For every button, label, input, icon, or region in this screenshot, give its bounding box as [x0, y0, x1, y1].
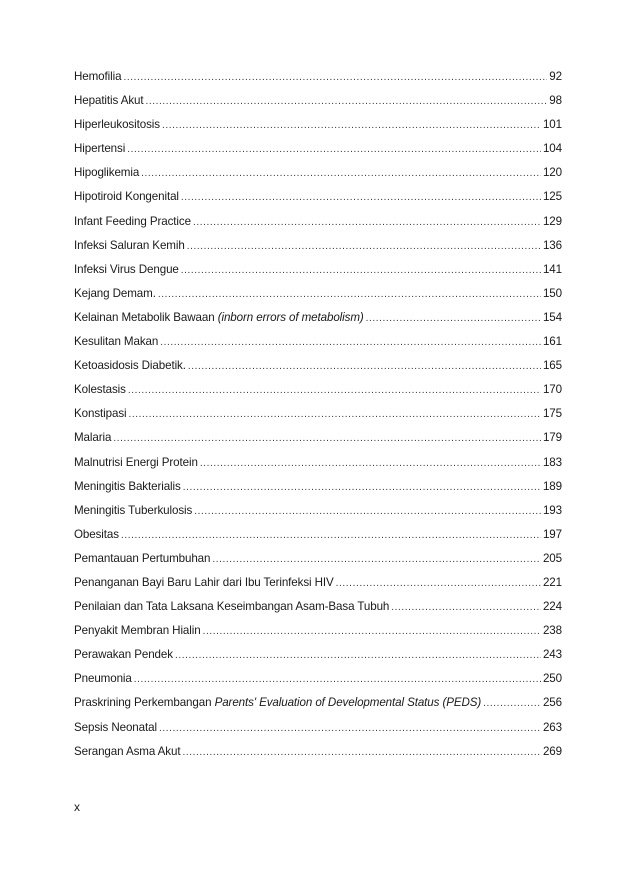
- toc-entry-italic-subtitle: Parents' Evaluation of Developmental Status (PEDS): [214, 696, 482, 710]
- toc-entry: [74, 576, 562, 600]
- toc-entry-page: 104: [542, 142, 562, 156]
- toc-entry-title: Kesulitan Makan: [74, 335, 159, 349]
- toc-entry: [74, 696, 562, 720]
- toc-entry: [74, 166, 562, 190]
- toc-entry: [74, 552, 562, 576]
- toc-entry-page: 154: [542, 310, 562, 324]
- toc-entry-title: Hepatitis Akut: [74, 94, 144, 108]
- toc-entry-page: 179: [542, 431, 562, 445]
- toc-entry-page: 193: [542, 503, 562, 517]
- dot-leader: [162, 120, 541, 131]
- dot-leader: [127, 144, 541, 155]
- toc-entry-title: Obesitas: [74, 527, 119, 541]
- toc-entry: [74, 624, 562, 648]
- dot-leader: [123, 72, 547, 83]
- toc-entry: [74, 263, 562, 287]
- toc-entry-title: Pemantauan Pertumbuhan: [74, 551, 211, 565]
- toc-entry: [74, 287, 562, 311]
- toc-entry-page: 136: [542, 238, 562, 252]
- dot-leader: [159, 723, 541, 734]
- toc-entry-page: 269: [542, 744, 562, 758]
- toc-entry-title: Penanganan Bayi Baru Lahir dari Ibu Terinfeksi HIV: [74, 575, 334, 589]
- toc-entry-page: 183: [542, 455, 562, 469]
- dot-leader: [134, 674, 541, 685]
- toc-entry-title: Hipertensi: [74, 142, 126, 156]
- toc-entry-title: Meningitis Tuberkulosis: [74, 503, 193, 517]
- toc-entry-page: 189: [542, 479, 562, 493]
- toc-entry: [74, 118, 562, 142]
- toc-entry: [74, 431, 562, 455]
- toc-entry-page: 125: [542, 190, 562, 204]
- dot-leader: [181, 265, 541, 276]
- dot-leader: [160, 337, 541, 348]
- toc-entry: [74, 504, 562, 528]
- toc-entry-title: Pneumonia: [74, 672, 132, 686]
- dot-leader: [188, 361, 541, 372]
- dot-leader: [194, 506, 541, 517]
- toc-entry-title: Serangan Asma Akut: [74, 744, 181, 758]
- dot-leader: [391, 602, 541, 613]
- dot-leader: [187, 241, 541, 252]
- dot-leader: [113, 433, 541, 444]
- toc-entry-title: Infeksi Saluran Kemih: [74, 238, 185, 252]
- toc-entry: [74, 528, 562, 552]
- toc-entry-title: Konstipasi: [74, 407, 127, 421]
- toc-entry-page: 165: [542, 359, 562, 373]
- toc-entry-page: 161: [542, 335, 562, 349]
- toc-entry-italic-subtitle: (inborn errors of metabolism): [217, 310, 364, 324]
- toc-entry-title: Infant Feeding Practice: [74, 214, 191, 228]
- dot-leader: [203, 626, 541, 637]
- toc-entry: [74, 383, 562, 407]
- toc-entry-page: 238: [542, 624, 562, 638]
- toc-entry-page: 141: [542, 262, 562, 276]
- toc-entry: [74, 215, 562, 239]
- toc-entry-page: 243: [542, 648, 562, 662]
- toc-entry-page: 197: [542, 527, 562, 541]
- toc-entry-title: Hiperleukositosis: [74, 118, 160, 132]
- toc-entry: [74, 311, 562, 335]
- dot-leader: [141, 168, 541, 179]
- toc-entry: [74, 600, 562, 624]
- toc-entry: [74, 745, 562, 769]
- toc-entry: [74, 359, 562, 383]
- toc-entry-title: Perawakan Pendek: [74, 648, 173, 662]
- dot-leader: [128, 385, 541, 396]
- toc-entry-page: 101: [542, 118, 562, 132]
- toc-entry-page: 224: [542, 600, 562, 614]
- toc-entry: [74, 721, 562, 745]
- toc-entry-title: Kolestasis: [74, 383, 126, 397]
- dot-leader: [182, 747, 540, 758]
- toc-entry-page: 129: [542, 214, 562, 228]
- toc-entry: [74, 456, 562, 480]
- toc-entry-page: 120: [542, 166, 562, 180]
- toc-entry-title: Hipotiroid Kongenital: [74, 190, 179, 204]
- dot-leader: [183, 482, 541, 493]
- toc-entry-page: 256: [542, 696, 562, 710]
- toc-entry-page: 150: [542, 286, 562, 300]
- toc-entry: [74, 335, 562, 359]
- toc-entry: [74, 190, 562, 214]
- toc-entry-page: 175: [542, 407, 562, 421]
- toc-entry-title: Sepsis Neonatal: [74, 720, 157, 734]
- toc-entry-page: 170: [542, 383, 562, 397]
- toc-entry-title: Praskrining Perkembangan Parents' Evaluation of Developmental Status (PEDS): [74, 696, 482, 710]
- toc-entry-title: Penilaian dan Tata Laksana Keseimbangan Asam-Basa Tubuh: [74, 600, 390, 614]
- toc-entry-page: 263: [542, 720, 562, 734]
- toc-entry-title: Meningitis Bakterialis: [74, 479, 181, 493]
- toc-entry-page: 221: [542, 575, 562, 589]
- toc-entry: [74, 407, 562, 431]
- dot-leader: [129, 409, 541, 420]
- toc-entry-title: Malaria: [74, 431, 112, 445]
- page-number: x: [74, 800, 80, 814]
- toc-entry: [74, 239, 562, 263]
- toc-entry-title: Ketoasidosis Diabetik.: [74, 359, 186, 373]
- toc-entry-title: Malnutrisi Energi Protein: [74, 455, 198, 469]
- toc-entry-page: 250: [542, 672, 562, 686]
- dot-leader: [158, 289, 541, 300]
- dot-leader: [483, 698, 541, 709]
- toc-entry-title: Hipoglikemia: [74, 166, 140, 180]
- toc-entry-title: Kelainan Metabolik Bawaan (inborn errors of metabolism): [74, 310, 364, 324]
- toc-entry-title: Penyakit Membran Hialin: [74, 624, 201, 638]
- toc-entry: [74, 648, 562, 672]
- toc-entry-title: Infeksi Virus Dengue: [74, 262, 179, 276]
- dot-leader: [121, 530, 541, 541]
- toc-entry-title: Hemofilia: [74, 70, 122, 83]
- table-of-contents: [74, 70, 562, 769]
- toc-entry-page: 205: [542, 551, 562, 565]
- toc-entry: [74, 70, 562, 94]
- dot-leader: [366, 313, 541, 324]
- toc-entry-page: 92: [549, 70, 562, 83]
- toc-entry-page: 98: [549, 94, 562, 108]
- dot-leader: [193, 217, 541, 228]
- dot-leader: [146, 96, 548, 107]
- dot-leader: [200, 458, 541, 469]
- toc-entry: [74, 480, 562, 504]
- toc-entry: [74, 672, 562, 696]
- toc-entry: [74, 94, 562, 118]
- dot-leader: [212, 554, 541, 565]
- dot-leader: [175, 650, 541, 661]
- toc-entry-title: Kejang Demam.: [74, 286, 156, 300]
- dot-leader: [181, 192, 541, 203]
- toc-entry: [74, 142, 562, 166]
- dot-leader: [336, 578, 541, 589]
